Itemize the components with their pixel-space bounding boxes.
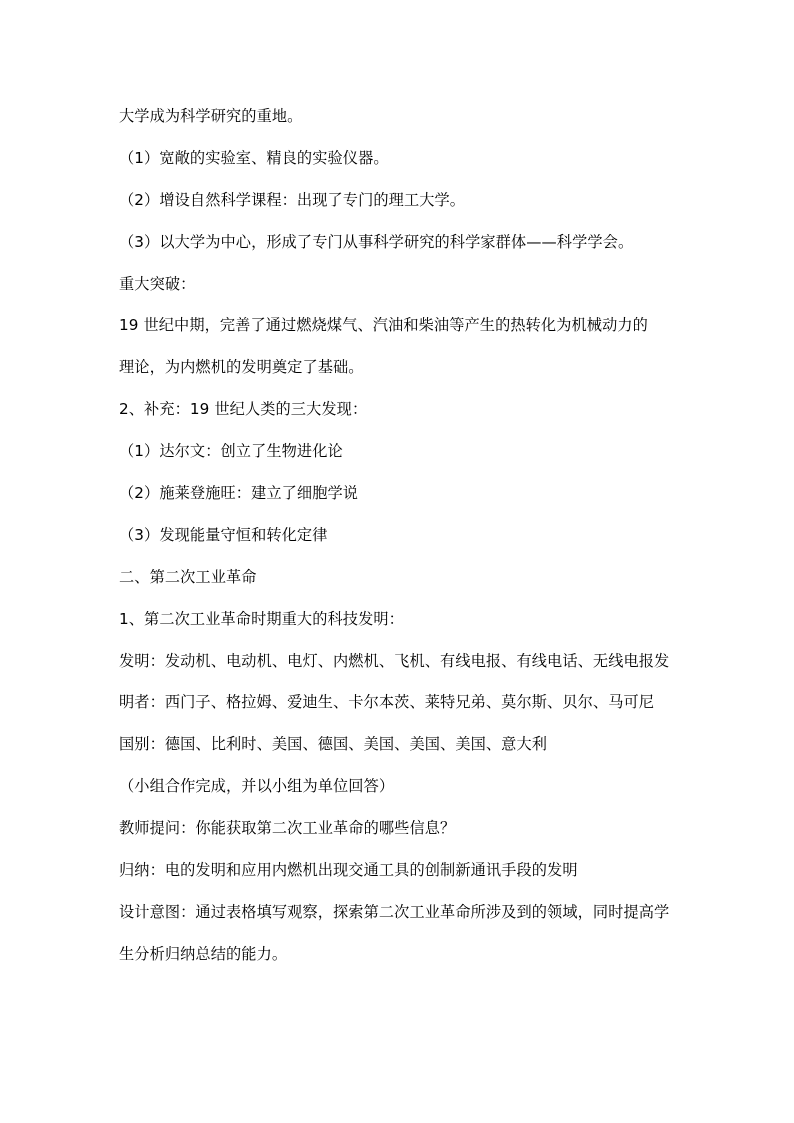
paragraph-line: 国别：德国、比利时、美国、德国、美国、美国、美国、意大利 [119, 735, 548, 754]
paragraph-line: 教师提问：你能获取第二次工业革命的哪些信息？ [119, 819, 456, 838]
list-item: （3）发现能量守恒和转化定律 [119, 525, 328, 544]
section-label: 重大突破： [119, 274, 196, 293]
paragraph-line: 发明：发动机、电动机、电灯、内燃机、飞机、有线电报、有线电话、无线电报发 [119, 651, 670, 670]
list-item: （2）增设自然科学课程：出现了专门的理工大学。 [119, 190, 466, 209]
paragraph-line: 设计意图：通过表格填写观察，探索第二次工业革命所涉及到的领域，同时提高学 [119, 902, 670, 921]
paragraph-line: 理论，为内燃机的发明奠定了基础。 [119, 358, 364, 377]
paragraph-line: 生分析归纳总结的能力。 [119, 944, 288, 963]
paragraph-line: 明者：西门子、格拉姆、爱迪生、卡尔本茨、莱特兄弟、莫尔斯、贝尔、马可尼 [119, 693, 655, 712]
section-label: 2、补充：19 世纪人类的三大发现： [119, 400, 368, 419]
paragraph-line: 大学成为科学研究的重地。 [119, 107, 303, 125]
section-heading: 二、第二次工业革命 [119, 567, 257, 586]
list-item: （3）以大学为中心，形成了专门从事科学研究的科学家群体——科学学会。 [119, 232, 634, 251]
paragraph-line: 归纳：电的发明和应用内燃机出现交通工具的创制新通讯手段的发明 [119, 861, 578, 880]
document-body [119, 96, 679, 976]
list-item: （1）宽敞的实验室、精良的实验仪器。 [119, 148, 389, 167]
paragraph-line: 19 世纪中期，完善了通过燃烧煤气、汽油和柴油等产生的热转化为机械动力的 [119, 316, 648, 335]
paragraph-line: （小组合作完成，并以小组为单位回答） [119, 777, 395, 796]
subsection-heading: 1、第二次工业革命时期重大的科技发明： [119, 609, 404, 628]
list-item: （2）施莱登施旺：建立了细胞学说 [119, 484, 359, 503]
list-item: （1）达尔文：创立了生物进化论 [119, 442, 343, 461]
